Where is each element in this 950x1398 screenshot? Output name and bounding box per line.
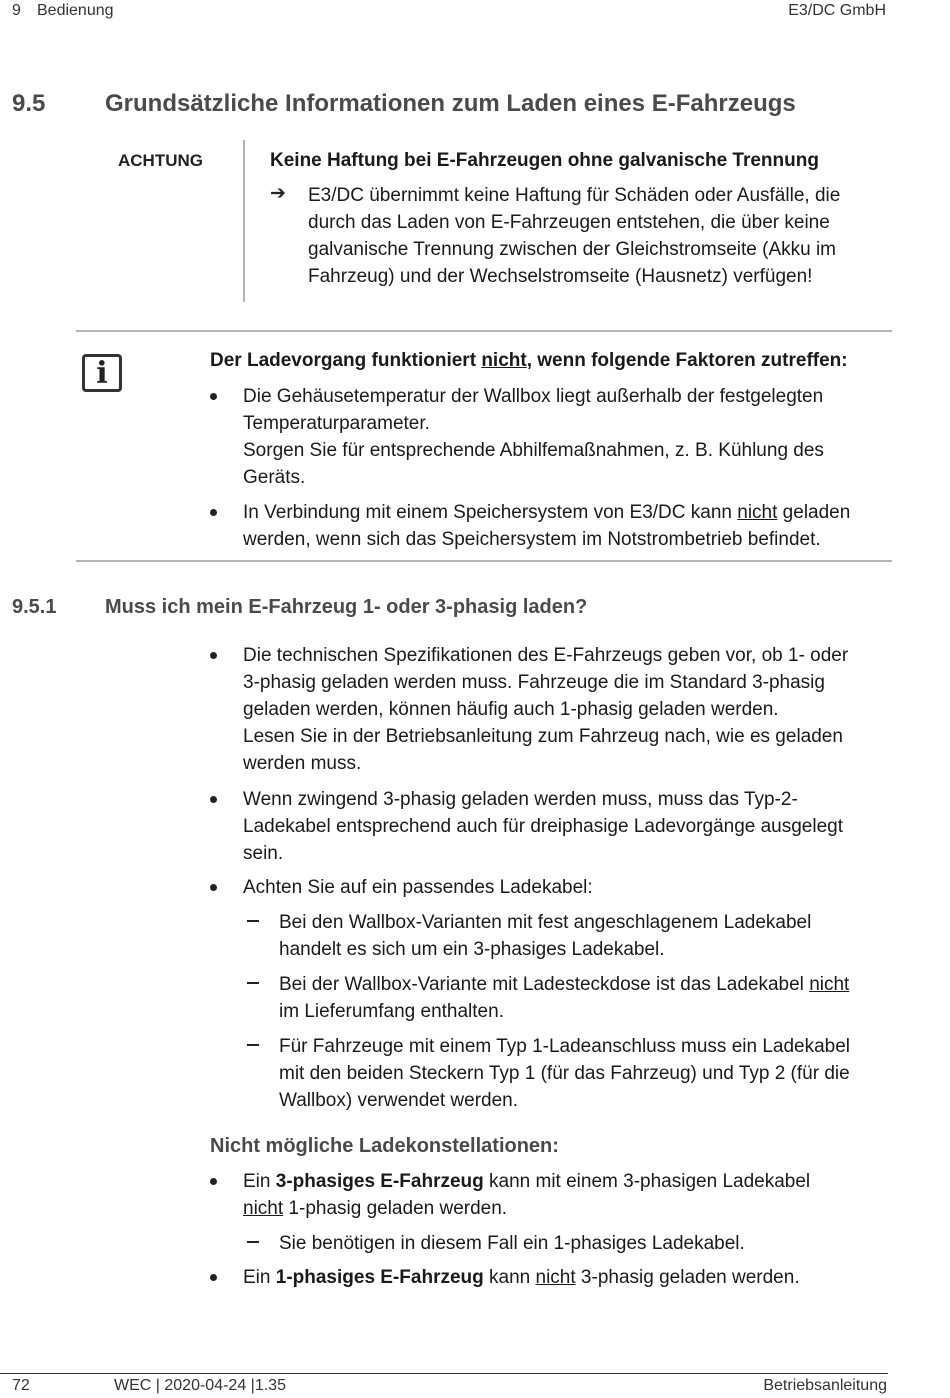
phase-dash-1-line: Bei den Wallbox-Varianten mit fest angeschlagenem Ladekabel <box>279 912 812 933</box>
dash-icon <box>247 920 259 922</box>
info-bullet-1 <box>243 383 824 491</box>
phase-dash-3-line: mit den beiden Steckern Typ 1 (für das Fahrzeug) und Typ 2 (für die <box>279 1063 850 1084</box>
phase-bullet-2-line: sein. <box>243 843 284 864</box>
phase-bullet-1-line: Die technischen Spezifikationen des E-Fahrzeugs geben vor, ob 1- oder <box>243 645 849 666</box>
phase-bullet-2 <box>243 786 843 867</box>
text-span: geladen <box>777 502 851 523</box>
phase-bullet-1-line: Lesen Sie in der Betriebsanleitung zum Fahrzeug nach, wie es geladen <box>243 726 843 747</box>
info-bullet-2-line-1 <box>243 499 850 526</box>
warning-title: Keine Haftung bei E-Fahrzeugen ohne galvanische Trennung <box>270 150 819 171</box>
subsection-title: Muss ich mein E-Fahrzeug 1- oder 3-phasig laden? <box>105 596 588 618</box>
info-icon: i <box>82 354 122 392</box>
footer-page-number: 72 <box>12 1377 30 1394</box>
phase-dash-3-line: Wallbox) verwendet werden. <box>279 1090 519 1111</box>
info-bullet-2-line-2: werden, wenn sich das Speichersystem im Notstrombetrieb befindet. <box>243 529 821 550</box>
warning-line: E3/DC übernimmt keine Haftung für Schäden oder Ausfälle, die <box>308 185 841 206</box>
phase-bullet-1-line: 3-phasig geladen werden muss. Fahrzeuge die im Standard 3-phasig <box>243 672 825 693</box>
phase-bullet-1-line: geladen werden, können häufig auch 1-phasig geladen werden. <box>243 699 779 720</box>
text-span: kann <box>483 1267 536 1288</box>
info-top-rule <box>76 330 892 332</box>
info-bullet-1-line: Die Gehäusetemperatur der Wallbox liegt außerhalb der festgelegten <box>243 386 824 407</box>
underlined-text: nicht <box>737 502 778 523</box>
bold-text: 3-phasiges E-Fahrzeug <box>275 1171 484 1192</box>
bullet-icon <box>210 393 217 400</box>
warning-line: galvanische Trennung zwischen der Gleichstromseite (Akku im <box>308 239 837 260</box>
phase-dash-2-line-2: im Lieferumfang enthalten. <box>279 1001 504 1022</box>
footer-document-type: Betriebsanleitung <box>763 1377 887 1394</box>
info-title-pre: Der Ladevorgang funktioniert <box>210 350 482 371</box>
header-chapter-number: 9 <box>12 2 21 19</box>
underlined-text: nicht <box>809 974 850 995</box>
underlined-text: nicht <box>535 1267 576 1288</box>
phase-dash-2 <box>279 971 849 1025</box>
phase-bullet-1 <box>243 642 848 777</box>
header-chapter-title: Bedienung <box>37 2 114 19</box>
phase-bullet-2-line: Ladekabel entsprechend auch für dreiphasige Ladevorgänge ausgelegt <box>243 816 844 837</box>
bold-text: 1-phasiges E-Fahrzeug <box>275 1267 484 1288</box>
info-bullet-1-line: Geräts. <box>243 467 306 488</box>
phase-bullet-3: Achten Sie auf ein passendes Ladekabel: <box>243 877 593 898</box>
impossible-heading: Nicht mögliche Ladekonstellationen: <box>210 1135 559 1157</box>
text-span: 3-phasig geladen werden. <box>575 1267 800 1288</box>
text-span: 1-phasig geladen werden. <box>283 1198 508 1219</box>
warning-text <box>308 182 840 290</box>
phase-bullet-2-line: Wenn zwingend 3-phasig geladen werden muss, muss das Typ-2- <box>243 789 798 810</box>
impossible-bullet-1-line-1 <box>243 1168 810 1195</box>
info-bottom-rule <box>76 560 892 562</box>
bullet-icon <box>210 652 217 659</box>
info-bullet-1-line: Sorgen Sie für entsprechende Abhilfemaßnahmen, z. B. Kühlung des <box>243 440 824 461</box>
text-span: kann mit einem 3-phasigen Ladekabel <box>483 1171 811 1192</box>
dash-icon <box>247 982 259 984</box>
warning-line: durch das Laden von E-Fahrzeugen entstehen, die über keine <box>308 212 830 233</box>
warning-divider <box>243 140 245 302</box>
dash-icon <box>247 1241 259 1243</box>
bullet-icon <box>210 1178 217 1185</box>
info-bullet-1-line: Temperaturparameter. <box>243 413 430 434</box>
subsection-number: 9.5.1 <box>12 596 57 618</box>
bullet-icon <box>210 796 217 803</box>
phase-dash-1-line: handelt es sich um ein 3-phasiges Ladekabel. <box>279 939 665 960</box>
impossible-bullet-1-line-2 <box>243 1195 810 1222</box>
phase-dash-3-line: Für Fahrzeuge mit einem Typ 1-Ladeanschluss muss ein Ladekabel <box>279 1036 851 1057</box>
bullet-icon <box>210 884 217 891</box>
info-bullet-2 <box>243 499 850 553</box>
phase-dash-1 <box>279 909 811 963</box>
arrow-right-icon: ➔ <box>270 183 286 204</box>
info-title-underlined: nicht <box>481 350 527 371</box>
header-company: E3/DC GmbH <box>788 2 886 19</box>
footer-document-info: WEC | 2020-04-24 |1.35 <box>114 1377 286 1394</box>
text-span: Bei der Wallbox-Variante mit Ladesteckdose ist das Ladekabel <box>279 974 810 995</box>
bullet-icon <box>210 509 217 516</box>
section-title: Grundsätzliche Informationen zum Laden eines E-Fahrzeugs <box>105 90 796 117</box>
impossible-dash-1: Sie benötigen in diesem Fall ein 1-phasiges Ladekabel. <box>279 1233 745 1254</box>
text-span: Ein <box>243 1267 276 1288</box>
info-title-post: , wenn folgende Faktoren zutreffen: <box>526 350 848 371</box>
impossible-bullet-1 <box>243 1168 810 1222</box>
phase-bullet-1-line: werden muss. <box>243 753 362 774</box>
text-span: Ein <box>243 1171 276 1192</box>
section-number: 9.5 <box>12 90 46 117</box>
phase-dash-2-line-1 <box>279 971 849 998</box>
phase-dash-3 <box>279 1033 850 1114</box>
bullet-icon <box>210 1274 217 1281</box>
dash-icon <box>247 1044 259 1046</box>
warning-line: Fahrzeug) und der Wechselstromseite (Hausnetz) verfügen! <box>308 266 813 287</box>
warning-label: ACHTUNG <box>118 151 203 170</box>
text-span: In Verbindung mit einem Speichersystem von E3/DC kann <box>243 502 738 523</box>
underlined-text: nicht <box>243 1198 284 1219</box>
footer-rule <box>0 1373 888 1374</box>
info-title <box>210 350 848 372</box>
impossible-bullet-2 <box>243 1264 800 1291</box>
